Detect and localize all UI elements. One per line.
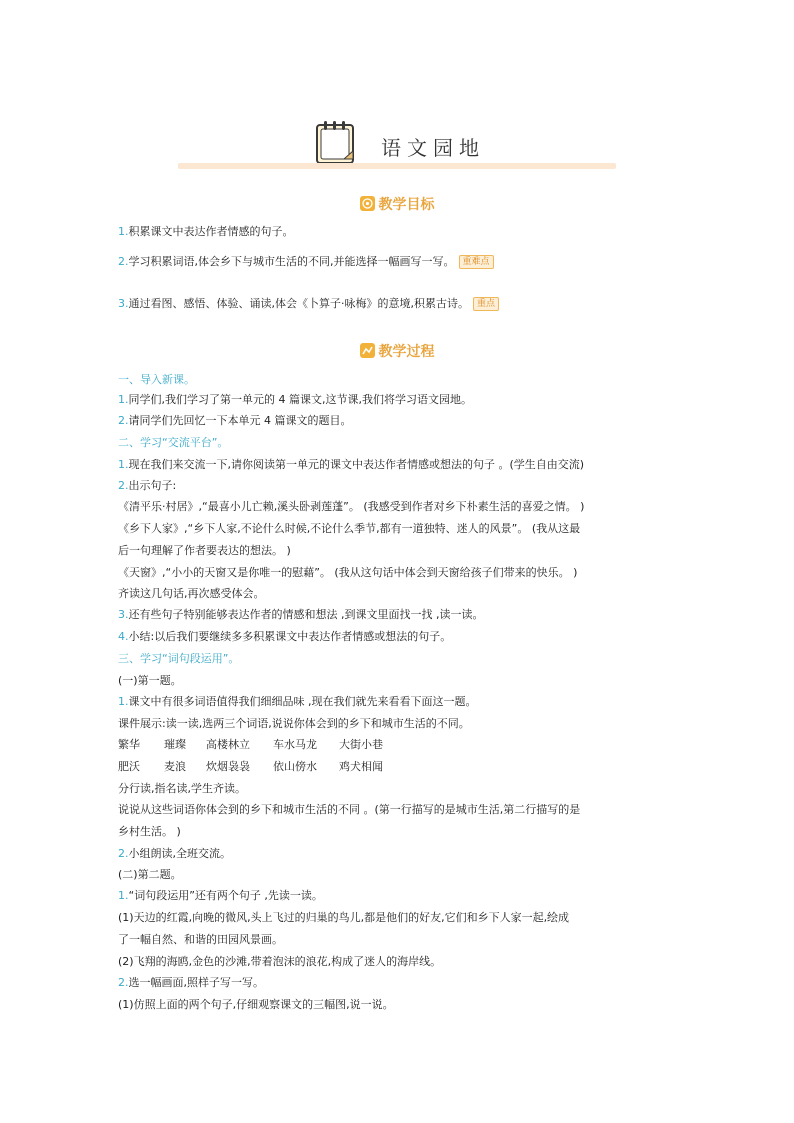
page-title: 语文园地 bbox=[381, 136, 485, 160]
process-line: 1.“词句段运用”还有两个句子 ,先读一读。 bbox=[118, 889, 323, 902]
process-line: 2.小组朗读,全班交流。 bbox=[118, 847, 231, 860]
process-line: 2.选一幅画面,照样子写一写。 bbox=[118, 976, 264, 989]
difficulty-badge: 重难点 bbox=[459, 255, 494, 269]
notebook-icon bbox=[314, 118, 360, 168]
section-title: 三、学习“词句段运用”。 bbox=[118, 652, 240, 665]
goals-heading bbox=[0, 194, 794, 214]
process-icon bbox=[360, 343, 375, 358]
section-title: 一、导入新课。 bbox=[118, 373, 195, 386]
word: 大街小巷 bbox=[339, 738, 383, 751]
word: 高楼林立 bbox=[206, 738, 250, 751]
word: 依山傍水 bbox=[273, 760, 317, 773]
word: 璀璨 bbox=[164, 738, 186, 751]
process-line: 1.同学们,我们学习了第一单元的 4 篇课文,这节课,我们将学习语文园地。 bbox=[118, 393, 472, 406]
word: 车水马龙 bbox=[273, 738, 317, 751]
quote-line: 《天窗》,“小小的天窗又是你唯一的慰藉”。 (我从这句话中体会到天窗给孩子们带来的快乐。 ) bbox=[118, 566, 578, 579]
subsection-title: (二)第二题。 bbox=[118, 868, 182, 881]
word-row bbox=[118, 737, 383, 753]
process-line: 1.课文中有很多词语值得我们细细品味 ,现在我们就先来看看下面这一题。 bbox=[118, 695, 477, 708]
quote-line: 《清平乐·村居》,“最喜小儿亡赖,溪头卧剥莲蓬”。 (我感受到作者对乡下朴素生活的喜爱之情。 ) bbox=[118, 500, 585, 513]
process-line: 齐读这几句话,再次感受体会。 bbox=[118, 587, 265, 600]
process-heading bbox=[0, 341, 794, 361]
process-line: 课件展示:读一读,选两三个词语,说说你体会到的乡下和城市生活的不同。 bbox=[118, 717, 470, 730]
target-icon bbox=[360, 196, 375, 211]
process-line: 4.小结:以后我们要继续多多积累课文中表达作者情感或想法的句子。 bbox=[118, 630, 452, 643]
subsection-title: (一)第一题。 bbox=[118, 674, 182, 687]
goal-item: 2.学习积累词语,体会乡下与城市生活的不同,并能选择一幅画写一写。 重难点 bbox=[118, 254, 494, 270]
goal-item: 1.积累课文中表达作者情感的句子。 bbox=[118, 225, 294, 238]
process-line: 1.现在我们来交流一下,请你阅读第一单元的课文中表达作者情感或想法的句子 。(学生自由交流) bbox=[118, 458, 585, 471]
process-line: 说说从这些词语你体会到的乡下和城市生活的不同 。(第一行描写的是城市生活,第二行描写的是 bbox=[118, 803, 581, 816]
word: 炊烟袅袅 bbox=[206, 760, 250, 773]
process-line: (1)仿照上面的两个句子,仔细观察课文的三幅图,说一说。 bbox=[118, 998, 394, 1011]
process-line: 了一幅自然、和谐的田园风景画。 bbox=[118, 933, 283, 946]
process-line: 分行读,指名读,学生齐读。 bbox=[118, 782, 246, 795]
goal-item: 3.通过看图、感悟、体验、诵读,体会《卜算子·咏梅》的意境,积累古诗。 重点 bbox=[118, 296, 499, 312]
process-line: 3.还有些句子特别能够表达作者的情感和想法 ,到课文里面找一找 ,读一读。 bbox=[118, 608, 484, 621]
word: 肥沃 bbox=[118, 760, 140, 773]
process-line: 乡村生活。 ) bbox=[118, 825, 181, 838]
process-line: 2.请同学们先回忆一下本单元 4 篇课文的题目。 bbox=[118, 414, 352, 427]
word: 繁华 bbox=[118, 738, 140, 751]
word: 麦浪 bbox=[164, 760, 186, 773]
page-header bbox=[178, 118, 616, 172]
process-line: (2)飞翔的海鸥,金色的沙滩,带着泡沫的浪花,构成了迷人的海岸线。 bbox=[118, 955, 442, 968]
quote-line: 《乡下人家》,“乡下人家,不论什么时候,不论什么季节,都有一道独特、迷人的风景”。 (我从这最 bbox=[118, 522, 581, 535]
word-row bbox=[118, 759, 383, 775]
title-underline bbox=[178, 163, 616, 169]
section-title: 二、学习“交流平台”。 bbox=[118, 436, 229, 449]
key-point-badge: 重点 bbox=[473, 297, 499, 311]
word: 鸡犬相闻 bbox=[339, 760, 383, 773]
goals-heading-text: 教学目标 bbox=[378, 197, 435, 213]
process-heading-text: 教学过程 bbox=[378, 344, 435, 360]
process-line: (1)天边的红霞,向晚的微风,头上飞过的归巢的鸟儿,都是他们的好友,它们和乡下人家一起,绘成 bbox=[118, 911, 570, 924]
quote-line: 后一句理解了作者要表达的想法。 ) bbox=[118, 544, 291, 557]
process-line: 2.出示句子: bbox=[118, 479, 177, 492]
